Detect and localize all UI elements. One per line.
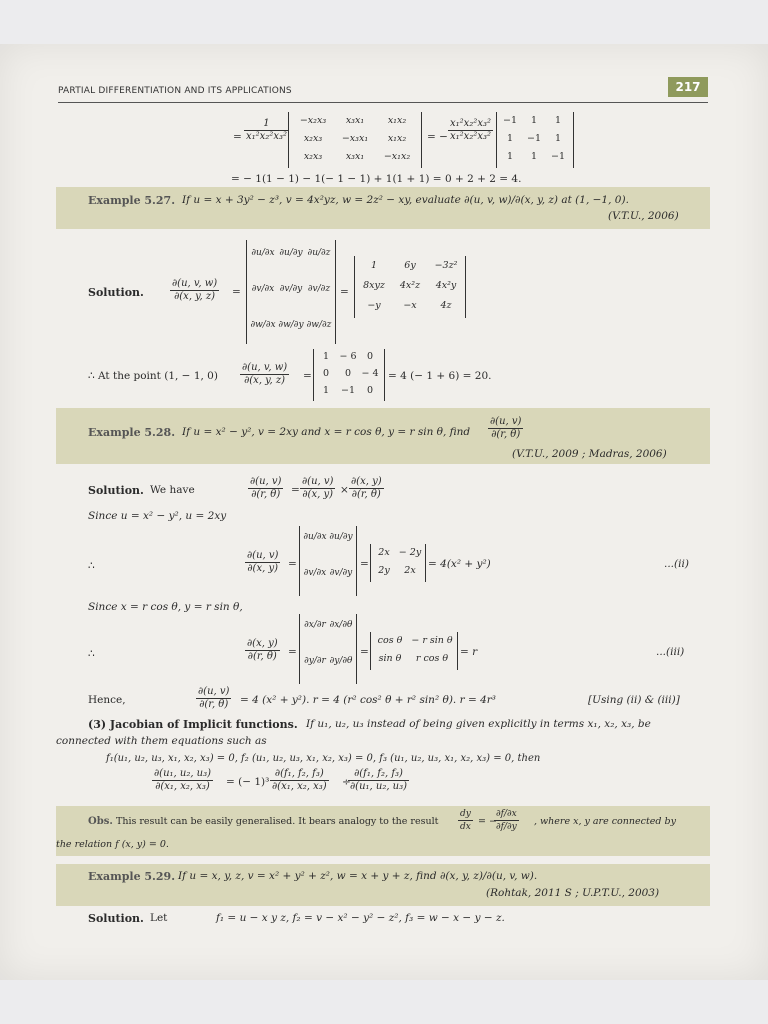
result-line: = − 1(1 − 1) − 1(− 1 − 1) + 1(1 + 1) = 0 + 2 + 2 = 4.: [231, 173, 522, 185]
det-cell: − 4: [361, 368, 379, 379]
since-line-1: Since u = x² − y², u = 2xy: [88, 510, 227, 522]
times-sign: ×: [340, 484, 349, 496]
equation-tag-ii: ...(ii): [664, 558, 689, 570]
running-header: PARTIAL DIFFERENTIATION AND ITS APPLICATIONS: [58, 86, 292, 96]
det-cell: 1: [506, 151, 514, 162]
point-jacobian-num: ∂(u, v, w): [242, 362, 288, 373]
j2-partials-determinant: [299, 614, 357, 684]
top-fraction-2-num: x₁²x₂²x₃²: [450, 118, 491, 129]
chain-right-num: ∂(x, y): [351, 476, 382, 487]
solution-label: Solution.: [88, 912, 144, 925]
solution-equation: f₁ = u − x y z, f₂ = v − x² − y² − z², f₃ = w − x − y − z.: [216, 912, 505, 924]
partial-cell: ∂w/∂z: [306, 320, 332, 330]
implicit-b: [348, 768, 409, 793]
det-cell: sin θ: [378, 653, 402, 664]
partial-cell: ∂w/∂y: [278, 320, 304, 330]
implicit-equations: f₁(u₁, u₂, u₃, x₁, x₂, x₃) = 0, f₂ (u₁, u₂, u₃, x₁, x₂, x₃) = 0, f₃ (u₁, u₂, u₃, x₁, x₂, x₃) = 0, then: [106, 753, 541, 764]
example-5-29-source: (Rohtak, 2011 S ; U.P.T.U., 2003): [486, 887, 660, 899]
det-cell: 0: [366, 385, 374, 396]
j1-partials-determinant: [299, 526, 357, 596]
partial-cell: ∂y/∂r: [304, 656, 326, 666]
j1-result: = 4(x² + y²): [428, 558, 491, 570]
implicit-divide: ÷: [342, 776, 351, 788]
point-jacobian-den: ∂(x, y, z): [244, 375, 286, 386]
det-cell: 2y: [378, 565, 390, 576]
obs-partial-den: ∂f/∂y: [496, 822, 517, 832]
example-5-29-label: Example 5.29.: [88, 870, 176, 883]
partial-cell: ∂v/∂y: [279, 284, 303, 294]
therefore-2: ∴: [88, 648, 95, 660]
det-cell: x₃x₁: [345, 151, 365, 162]
solution-text: We have: [150, 484, 195, 496]
book-page: [0, 44, 768, 980]
point-jacobian: [240, 362, 289, 387]
j2-lhs: [245, 638, 280, 663]
det-cell: 4z: [440, 300, 452, 311]
obs-ratio: [458, 808, 473, 833]
det-cell: − 6: [339, 351, 357, 362]
jacobian-lhs: [170, 278, 219, 303]
det-cell: 1: [530, 115, 538, 126]
det-cell: 4x²z: [399, 280, 421, 291]
partial-cell: ∂u/∂y: [279, 248, 303, 258]
chain-lhs: [248, 476, 283, 501]
j1-lhs-den: ∂(x, y): [247, 563, 279, 574]
det-cell: −1: [340, 385, 355, 396]
det-cell: −3z²: [434, 260, 458, 271]
det-cell: 1: [322, 385, 330, 396]
obs-partial-ratio: [494, 808, 519, 833]
partial-cell: ∂y/∂θ: [329, 656, 353, 666]
partial-cell: ∂v/∂y: [329, 568, 353, 578]
example-5-27-label: Example 5.27.: [88, 194, 176, 207]
det-cell: 0: [366, 351, 374, 362]
header-rule: [58, 102, 708, 103]
det-cell: x₂x₃: [303, 151, 323, 162]
solution-label: Solution.: [88, 484, 144, 497]
chain-mid-num: ∂(u, v): [302, 476, 334, 487]
det-cell: − r sin θ: [411, 635, 453, 646]
implicit-lhs: [152, 768, 213, 793]
partial-cell: ∂x/∂θ: [329, 620, 353, 630]
obs-text: This result can be easily generalised. It bears analogy to the result: [116, 816, 439, 827]
point-text: ∴ At the point (1, − 1, 0): [88, 370, 218, 382]
chain-right: [349, 476, 384, 501]
top-fraction-2: [448, 118, 493, 143]
det-cell: 1: [322, 351, 330, 362]
obs-partial-num: ∂f/∂x: [494, 808, 519, 821]
implicit-a-num: ∂(f₁, f₂, f₃): [270, 768, 329, 781]
implicit-lhs-den: ∂(x₁, x₂, x₃): [155, 781, 210, 792]
partial-cell: ∂v/∂x: [251, 284, 275, 294]
det-cell: − 2y: [398, 547, 422, 558]
top-fraction-num: 1: [244, 118, 289, 131]
hence-result: = 4 (x² + y²). r = 4 (r² cos² θ + r² sin² θ). r = 4r³: [240, 694, 496, 706]
example-5-27-text: If u = x + 3y² − z³, v = 4x²yz, w = 2z² − xy, evaluate ∂(u, v, w)/∂(x, y, z) at (1, −1, 0).: [182, 194, 629, 206]
chain-mid-den: ∂(x, y): [302, 489, 334, 500]
det-cell: 1: [370, 260, 378, 271]
eq-sign: =: [233, 131, 242, 143]
det-cell: −1: [550, 151, 565, 162]
bottom-background: [0, 980, 768, 1024]
top-fraction-den: x₁²x₂²x₃²: [246, 131, 287, 142]
jacobian-lhs-num: ∂(u, v, w): [172, 278, 218, 289]
det-cell: x₁x₂: [387, 115, 407, 126]
det-cell: r cos θ: [415, 653, 449, 664]
eq-sign: =: [360, 558, 369, 570]
chain-right-den: ∂(r, θ): [351, 489, 381, 500]
j1-lhs: [245, 550, 280, 575]
solution-label: Solution.: [88, 286, 144, 299]
det-cell: −1: [526, 133, 541, 144]
implicit-heading: (3) Jacobian of Implicit functions.: [88, 718, 298, 731]
eq-minus: = −: [427, 131, 448, 143]
partial-cell: ∂v/∂z: [307, 284, 331, 294]
example-5-28-label: Example 5.28.: [88, 426, 176, 439]
point-determinant: [313, 349, 385, 401]
hence-label: Hence,: [88, 694, 126, 706]
implicit-text-1: If u₁, u₂, u₃ instead of being given explicitly in terms x₁, x₂, x₃, be: [306, 718, 651, 730]
det-cell: −x₂x₃: [299, 115, 327, 126]
example-5-28-text: If u = x² − y², v = 2xy and x = r cos θ, y = r sin θ, find: [182, 426, 471, 438]
example-5-28-source: (V.T.U., 2009 ; Madras, 2006): [512, 448, 667, 460]
det-cell: −x₁x₂: [383, 151, 411, 162]
eq-sign: =: [303, 370, 312, 382]
partial-cell: ∂x/∂r: [304, 620, 326, 630]
page-number: 217: [668, 77, 708, 97]
obs-tail: , where x, y are connected by: [534, 816, 676, 827]
obs-eq: = −: [478, 816, 497, 827]
det-cell: 2x: [378, 547, 390, 558]
implicit-text-2: connected with them equations such as: [56, 735, 267, 747]
j2-lhs-num: ∂(x, y): [247, 638, 278, 649]
det-cell: −1: [502, 115, 517, 126]
det-cell: x₁x₂: [387, 133, 407, 144]
hence-lhs: [196, 686, 231, 711]
eq-sign: =: [340, 286, 349, 298]
eq-sign: =: [360, 646, 369, 658]
hence-lhs-num: ∂(u, v): [198, 686, 230, 697]
det-cell: 0: [322, 368, 330, 379]
det-cell: 6y: [404, 260, 416, 271]
chain-lhs-den: ∂(r, θ): [251, 489, 281, 500]
obs-ratio-den: dx: [460, 822, 471, 832]
find-num: ∂(u, v): [490, 416, 522, 427]
jacobian-lhs-den: ∂(x, y, z): [174, 291, 216, 302]
det-cell: x₃x₁: [345, 115, 365, 126]
partial-cell: ∂v/∂x: [303, 568, 327, 578]
example-5-27-source: (V.T.U., 2006): [608, 210, 679, 222]
top-fraction: [244, 118, 289, 143]
partial-derivatives-determinant: [246, 240, 336, 344]
point-result: = 4 (− 1 + 6) = 20.: [388, 370, 492, 382]
j2-lhs-den: ∂(r, θ): [247, 651, 277, 662]
implicit-a-den: ∂(x₁, x₂, x₃): [272, 781, 327, 792]
using-note: [Using (ii) & (iii)]: [588, 694, 680, 706]
since-line-2: Since x = r cos θ, y = r sin θ,: [88, 601, 243, 613]
implicit-mid: = (− 1)³: [226, 776, 270, 788]
det-cell: cos θ: [377, 635, 403, 646]
determinant-b: [496, 112, 574, 168]
find-den: ∂(r, θ): [491, 429, 521, 440]
example-5-28-find: [488, 416, 523, 441]
implicit-lhs-num: ∂(u₁, u₂, u₃): [154, 768, 212, 779]
det-cell: 1: [506, 133, 514, 144]
partial-cell: ∂u/∂z: [307, 248, 331, 258]
det-cell: 0: [344, 368, 352, 379]
det-cell: −x: [403, 300, 417, 311]
det-cell: 8xyz: [363, 280, 385, 291]
eq-sign: =: [291, 484, 300, 496]
equation-tag-iii: ...(iii): [656, 646, 685, 658]
obs-label: Obs.: [88, 816, 113, 827]
partial-cell: ∂w/∂x: [250, 320, 276, 330]
top-background: [0, 0, 768, 44]
obs-line-2: the relation f (x, y) = 0.: [56, 839, 169, 850]
det-cell: −y: [367, 300, 381, 311]
det-cell: 4x²y: [435, 280, 457, 291]
implicit-b-num: ∂(f₁, f₂, f₃): [348, 768, 409, 781]
eq-sign: =: [288, 558, 297, 570]
det-cell: 1: [530, 151, 538, 162]
det-cell: 1: [554, 115, 562, 126]
implicit-b-den: ∂(u₁, u₂, u₃): [350, 781, 408, 792]
partial-cell: ∂u/∂x: [251, 248, 275, 258]
j1-lhs-num: ∂(u, v): [247, 550, 279, 561]
eq-sign: =: [232, 286, 241, 298]
partial-cell: ∂u/∂y: [329, 532, 353, 542]
hence-lhs-den: ∂(r, θ): [199, 699, 229, 710]
det-cell: −x₃x₁: [341, 133, 369, 144]
obs-ratio-num: dy: [460, 809, 471, 819]
det-cell: x₂x₃: [303, 133, 323, 144]
j1-values-determinant: [370, 544, 426, 582]
chain-lhs-num: ∂(u, v): [250, 476, 282, 487]
example-5-29-text: If u = x, y, z, v = x² + y² + z², w = x + y + z, find ∂(x, y, z)/∂(u, v, w).: [178, 870, 538, 882]
j2-values-determinant: [370, 632, 458, 670]
values-determinant: [354, 256, 466, 318]
det-cell: 1: [554, 133, 562, 144]
partial-cell: ∂u/∂x: [303, 532, 327, 542]
chain-mid: [300, 476, 335, 501]
determinant-a: [288, 112, 422, 168]
solution-text: Let: [150, 912, 168, 924]
det-cell: 2x: [404, 565, 416, 576]
j2-result: = r: [460, 646, 478, 658]
therefore-1: ∴: [88, 560, 95, 572]
top-fraction-2-den: x₁²x₂²x₃²: [450, 131, 491, 142]
eq-sign: =: [288, 646, 297, 658]
implicit-a: [270, 768, 329, 793]
